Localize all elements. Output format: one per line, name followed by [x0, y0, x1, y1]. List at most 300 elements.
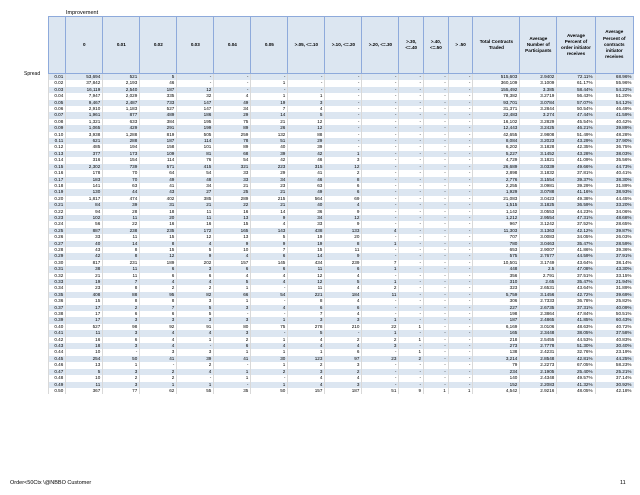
table-cell: 238 [103, 228, 140, 234]
table-cell: 6 [325, 183, 362, 189]
table-cell: 20 [325, 234, 362, 240]
table-cell: 6 [140, 266, 177, 272]
table-cell: 4 [288, 375, 325, 381]
table-cell: - [399, 189, 424, 195]
table-cell: 157 [288, 388, 325, 394]
row-label-spread: 0.26 [49, 234, 66, 240]
table-cell: 2.5 [520, 266, 557, 272]
table-cell: 43.64% [557, 285, 595, 291]
row-label-spread: 0.14 [49, 157, 66, 163]
table-cell: 4 [140, 337, 177, 343]
column-header: 0.01 [103, 17, 140, 74]
table-cell: 39.89% [595, 125, 633, 131]
table-cell: 3 [103, 382, 140, 388]
table-cell: - [325, 330, 362, 336]
table-cell: 9 [325, 253, 362, 259]
table-cell: 3.1749 [520, 260, 557, 266]
table-cell: 1 [177, 382, 214, 388]
table-cell: 254 [66, 356, 103, 362]
row-label-spread: 0.35 [49, 292, 66, 298]
table-cell: 221 [288, 292, 325, 298]
table-cell: 12 [288, 273, 325, 279]
table-cell: 40 [66, 241, 103, 247]
table-cell: 3.0423 [520, 196, 557, 202]
table-cell: - [448, 247, 473, 253]
table-cell: 3.1554 [520, 177, 557, 183]
table-cell: 3.1363 [520, 228, 557, 234]
table-cell: - [424, 119, 449, 125]
table-cell: 50 [103, 356, 140, 362]
table-cell: 2 [103, 305, 140, 311]
table-cell: 7 [251, 247, 288, 253]
row-label-spread: 0.50 [49, 388, 66, 394]
table-cell: 31,371 [473, 106, 520, 112]
table-cell: - [140, 362, 177, 368]
table-cell: 2 [399, 356, 424, 362]
table-cell: 16 [140, 221, 177, 227]
table-cell: 11,303 [473, 228, 520, 234]
table-cell: 172 [177, 228, 214, 234]
table-cell: 39 [103, 202, 140, 208]
table-cell: - [424, 170, 449, 176]
table-cell: 3.1832 [520, 170, 557, 176]
table-cell: 485 [66, 144, 103, 150]
row-label-spread: 0.19 [49, 189, 66, 195]
table-cell: 2.9216 [520, 388, 557, 394]
table-cell: 28.65% [595, 221, 633, 227]
table-cell: 69 [325, 196, 362, 202]
table-cell: - [448, 125, 473, 131]
table-cell: 3 [177, 317, 214, 323]
table-cell: 356 [473, 273, 520, 279]
table-cell: 21 [251, 119, 288, 125]
table-cell: 5 [66, 369, 103, 375]
table-cell: 44.25% [595, 356, 633, 362]
table-group-title: Improvement [66, 10, 99, 16]
table-cell: 11 [288, 266, 325, 272]
table-cell: - [448, 343, 473, 349]
table-cell: 41.16% [557, 189, 595, 195]
table-cell: 75 [214, 119, 251, 125]
table-cell: - [325, 106, 362, 112]
table-cell: 2.791 [520, 273, 557, 279]
table-cell: - [362, 170, 399, 176]
table-cell: 19 [251, 100, 288, 106]
table-cell: - [399, 87, 424, 93]
row-label-spread: 0.43 [49, 343, 66, 349]
table-cell: 8 [103, 285, 140, 291]
table-cell: 4 [325, 375, 362, 381]
table-cell: 11 [66, 382, 103, 388]
table-cell: - [362, 189, 399, 195]
table-cell: 5 [140, 74, 177, 81]
table-cell: - [448, 241, 473, 247]
table-cell: 25.40% [557, 369, 595, 375]
row-label-spread: 0.30 [49, 260, 66, 266]
table-cell: - [424, 100, 449, 106]
table-cell: 34 [288, 215, 325, 221]
table-cell: - [399, 273, 424, 279]
table-cell: - [448, 209, 473, 215]
table-cell: 223 [251, 164, 288, 170]
table-cell: 335 [140, 93, 177, 99]
table-cell: 5 [177, 247, 214, 253]
table-cell: 22 [103, 221, 140, 227]
table-cell: - [448, 337, 473, 343]
table-cell: 8 [140, 298, 177, 304]
table-cell: - [424, 138, 449, 144]
table-cell: 6 [288, 305, 325, 311]
table-cell: - [362, 196, 399, 202]
table-cell: - [424, 266, 449, 272]
row-axis-label: Spread [24, 71, 41, 77]
table-cell: - [424, 221, 449, 227]
table-cell: 6 [103, 311, 140, 317]
table-cell: 8 [103, 247, 140, 253]
table-cell: 11 [66, 330, 103, 336]
table-cell: - [399, 247, 424, 253]
table-row [49, 74, 634, 81]
table-cell: 2,540 [103, 87, 140, 93]
table-cell: 4 [325, 298, 362, 304]
table-cell: 2 [251, 369, 288, 375]
table-cell: 8 [288, 298, 325, 304]
table-cell: 17 [66, 317, 103, 323]
table-cell: 4 [251, 221, 288, 227]
table-cell: - [362, 183, 399, 189]
table-cell: - [399, 292, 424, 298]
table-cell: - [424, 375, 449, 381]
table-cell: 42 [288, 151, 325, 157]
table-cell: - [399, 279, 424, 285]
table-cell: 23.19% [595, 349, 633, 355]
row-label-spread: 0.25 [49, 228, 66, 234]
table-cell: 1,183 [103, 106, 140, 112]
table-cell: 19 [66, 279, 103, 285]
table-cell: 4 [325, 273, 362, 279]
table-cell: 46 [288, 157, 325, 163]
table-cell: - [424, 273, 449, 279]
table-cell: - [424, 324, 449, 330]
table-cell: 36.59% [557, 202, 595, 208]
table-cell: 3.1828 [520, 144, 557, 150]
row-label-spread: 0.16 [49, 170, 66, 176]
table-cell: 19 [288, 241, 325, 247]
table-cell: - [424, 151, 449, 157]
table-cell: - [362, 273, 399, 279]
table-cell: 5 [177, 305, 214, 311]
table-cell: - [424, 285, 449, 291]
row-label-spread: 0.40 [49, 324, 66, 330]
table-cell: - [448, 221, 473, 227]
table-cell: 2,193 [103, 80, 140, 86]
table-cell: 132 [251, 132, 288, 138]
table-cell: - [325, 144, 362, 150]
table-cell: - [362, 382, 399, 388]
table-cell: - [448, 253, 473, 259]
table-cell: - [362, 305, 399, 311]
table-cell: 621 [66, 138, 103, 144]
table-cell: - [448, 112, 473, 118]
table-cell: 58.23% [595, 362, 633, 368]
table-cell: 64 [140, 170, 177, 176]
table-cell: 58.44% [557, 87, 595, 93]
table-cell: 4 [288, 382, 325, 388]
table-cell: - [424, 260, 449, 266]
table-cell: - [448, 298, 473, 304]
table-cell: 6 [325, 189, 362, 195]
data-table-container [48, 16, 634, 394]
table-cell: 40 [251, 144, 288, 150]
table-cell: - [399, 138, 424, 144]
table-cell: - [399, 177, 424, 183]
table-cell: - [424, 247, 449, 253]
table-cell: 3.0106 [520, 324, 557, 330]
table-cell: 2.3448 [520, 330, 557, 336]
table-cell: 31.89% [595, 285, 633, 291]
table-cell: 5 [325, 279, 362, 285]
table-cell: - [251, 298, 288, 304]
table-cell: 3,214 [473, 356, 520, 362]
table-cell: - [424, 177, 449, 183]
table-cell: 2 [288, 362, 325, 368]
row-label-spread: 0.38 [49, 311, 66, 317]
table-cell: 4 [288, 106, 325, 112]
table-cell: - [424, 253, 449, 259]
table-cell: 89 [214, 125, 251, 131]
table-cell: 1 [214, 298, 251, 304]
row-label-spread: 0.10 [49, 132, 66, 138]
row-label-spread: 0.29 [49, 253, 66, 259]
table-cell: - [362, 234, 399, 240]
table-cell: 41 [288, 170, 325, 176]
table-cell: 2,302 [66, 164, 103, 170]
table-cell: 45.54% [557, 119, 595, 125]
table-cell: 2,029 [103, 93, 140, 99]
table-cell: 31.89% [595, 183, 633, 189]
table-cell: - [448, 202, 473, 208]
page-number: 11 [620, 480, 626, 486]
table-cell: 12 [177, 87, 214, 93]
table-cell: - [177, 80, 214, 86]
table-cell: 3 [103, 317, 140, 323]
table-cell: 18 [66, 343, 103, 349]
table-cell: 46 [288, 177, 325, 183]
table-cell: 35.56% [595, 157, 633, 163]
table-cell: 733 [140, 100, 177, 106]
table-cell: 173 [103, 151, 140, 157]
table-cell: - [399, 221, 424, 227]
table-cell: 56.43% [557, 93, 595, 99]
table-cell: 1 [251, 317, 288, 323]
table-cell: 44 [103, 189, 140, 195]
table-cell: 35 [214, 388, 251, 394]
table-cell: 1 [448, 388, 473, 394]
table-cell: 1 [214, 285, 251, 291]
table-cell: 187 [140, 87, 177, 93]
table-cell: 6 [214, 343, 251, 349]
table-cell: 5 [177, 311, 214, 317]
table-cell: 130 [66, 189, 103, 195]
table-cell: 84 [66, 202, 103, 208]
table-cell: 41.85% [557, 317, 595, 323]
table-cell: - [399, 170, 424, 176]
table-cell: - [103, 349, 140, 355]
table-cell: 12 [140, 253, 177, 259]
table-cell: 39 [251, 151, 288, 157]
table-cell: 4 [325, 285, 362, 291]
table-cell: 2 [103, 375, 140, 381]
table-row [49, 388, 634, 394]
row-label-spread: 0.17 [49, 177, 66, 183]
table-cell: - [424, 311, 449, 317]
table-cell: 97 [325, 356, 362, 362]
table-cell: 22,483 [473, 112, 520, 118]
table-cell: 2.8548 [520, 356, 557, 362]
table-cell: 3.0553 [520, 209, 557, 215]
table-cell: 9 [251, 215, 288, 221]
table-cell: 2 [140, 285, 177, 291]
table-cell: - [424, 292, 449, 298]
table-cell: - [399, 164, 424, 170]
table-cell: 1 [214, 369, 251, 375]
table-cell: - [251, 87, 288, 93]
table-cell: 16 [177, 221, 214, 227]
table-cell: - [288, 87, 325, 93]
table-cell: 34.05% [557, 234, 595, 240]
table-cell: 2.7778 [520, 343, 557, 349]
table-cell: 739 [103, 164, 140, 170]
table-cell: 273 [473, 343, 520, 349]
table-cell: 7 [288, 311, 325, 317]
table-cell: 29 [288, 138, 325, 144]
table-cell: 4 [362, 228, 399, 234]
table-cell: 40.42% [595, 119, 633, 125]
row-label-spread: 0.24 [49, 221, 66, 227]
table-cell: 57.07% [557, 100, 595, 106]
table-cell: - [362, 375, 399, 381]
table-cell: 38.93% [595, 189, 633, 195]
table-cell: 39 [288, 144, 325, 150]
table-cell: - [362, 74, 399, 81]
table-cell: 40.83% [595, 337, 633, 343]
table-cell: - [448, 369, 473, 375]
row-label-spread: 0.48 [49, 375, 66, 381]
column-header: 0 [66, 17, 103, 74]
table-cell: 29 [214, 112, 251, 118]
table-cell: - [325, 119, 362, 125]
table-cell: - [399, 202, 424, 208]
table-cell: 3.1456 [520, 292, 557, 298]
table-cell: - [399, 157, 424, 163]
table-cell: 2,255 [473, 183, 520, 189]
table-cell: - [448, 285, 473, 291]
table-cell: 4 [288, 337, 325, 343]
column-header: 0.02 [140, 17, 177, 74]
table-cell: - [424, 330, 449, 336]
table-cell: 434 [288, 260, 325, 266]
table-cell: 1 [399, 324, 424, 330]
table-cell: 35.47% [557, 241, 595, 247]
table-cell: 48.28% [595, 132, 633, 138]
table-cell: 4 [140, 343, 177, 349]
table-cell: 3 [288, 317, 325, 323]
table-cell: - [448, 177, 473, 183]
table-cell: 37.90% [595, 138, 633, 144]
table-cell: 2 [325, 369, 362, 375]
table-cell: 140 [473, 375, 520, 381]
table-cell: 55.96% [595, 80, 633, 86]
table-cell: 3.0784 [520, 100, 557, 106]
table-cell: 133 [325, 228, 362, 234]
table-cell: - [362, 132, 399, 138]
table-cell: 42.12% [557, 228, 595, 234]
table-cell: - [399, 330, 424, 336]
table-cell: 195 [177, 119, 214, 125]
table-cell: 2,898 [473, 170, 520, 176]
table-cell: - [362, 144, 399, 150]
table-cell: 5 [251, 234, 288, 240]
table-cell: - [448, 382, 473, 388]
table-cell: 3 [325, 362, 362, 368]
table-cell: - [424, 279, 449, 285]
table-cell: - [214, 382, 251, 388]
table-cell: 2.5455 [520, 337, 557, 343]
table-cell: 6 [251, 253, 288, 259]
table-cell: 1 [251, 80, 288, 86]
table-cell: - [399, 215, 424, 221]
table-cell: 42,655 [473, 132, 520, 138]
table-cell: - [399, 183, 424, 189]
table-cell: 9 [214, 241, 251, 247]
table-cell: - [424, 209, 449, 215]
table-cell: 37.14% [595, 375, 633, 381]
table-cell: - [325, 93, 362, 99]
table-cell: 967 [473, 221, 520, 227]
table-cell: 4 [140, 279, 177, 285]
table-cell: - [448, 375, 473, 381]
table-cell: 26.03% [595, 234, 633, 240]
table-cell: - [424, 87, 449, 93]
table-cell: 3.2829 [520, 119, 557, 125]
table-cell: 63 [103, 183, 140, 189]
table-cell: - [362, 106, 399, 112]
table-cell: 1,065 [66, 125, 103, 131]
table-cell: 40.72% [595, 324, 633, 330]
table-cell: 43.30% [595, 266, 633, 272]
table-cell: 155,492 [473, 87, 520, 93]
column-header: 0.05 [251, 17, 288, 74]
table-cell: - [399, 106, 424, 112]
table-cell: 17 [66, 311, 103, 317]
table-cell: 143 [251, 228, 288, 234]
row-label-spread: 0.42 [49, 337, 66, 343]
table-cell: 46.49% [595, 106, 633, 112]
table-cell: 8 [325, 241, 362, 247]
table-cell: 55 [177, 388, 214, 394]
table-cell: 11 [177, 215, 214, 221]
table-cell: 36 [288, 209, 325, 215]
table-cell: 44.53% [557, 337, 595, 343]
table-cell: 44.23% [557, 209, 595, 215]
table-cell: 33.15% [595, 273, 633, 279]
table-cell: - [399, 311, 424, 317]
table-cell: - [424, 337, 449, 343]
table-cell: 60.43% [595, 317, 633, 323]
row-label-spread: 0.41 [49, 330, 66, 336]
table-cell: - [362, 100, 399, 106]
table-cell: 77 [103, 388, 140, 394]
